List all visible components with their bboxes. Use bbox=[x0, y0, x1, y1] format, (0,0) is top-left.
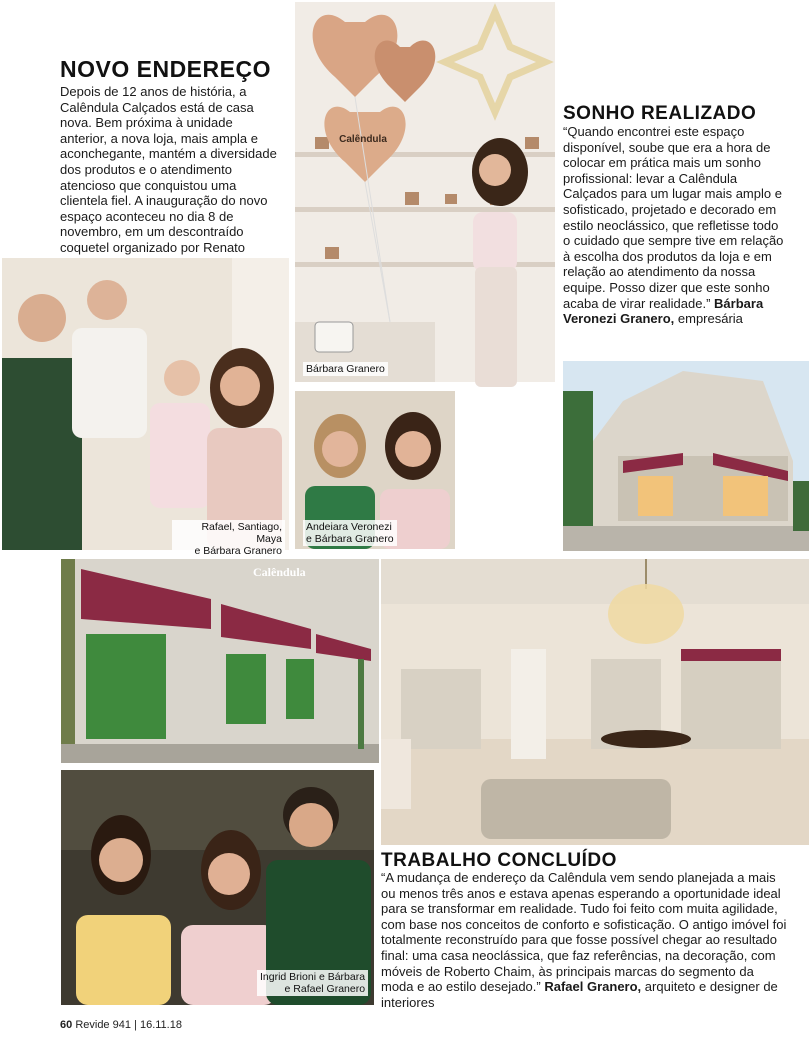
caption-barbara: Bárbara Granero bbox=[303, 362, 388, 376]
caption-andeiara bbox=[303, 520, 397, 546]
novo-endereco-text: Depois de 12 anos de história, a Calêndula Calçados está de casa nova. Bem próxima à unidade anterior, a nova loja, mais ampla e aconchegante, mantém a diversidade dos produtos e o atendimento atencioso que conquistou uma clientela fiel. A inauguração do novo espaço aconteceu no dia 8 de novembro, em um descontraído coquetel organizado por Renato bbox=[60, 84, 277, 255]
heading-sonho-realizado: SONHO REALIZADO bbox=[563, 103, 757, 124]
heading-trabalho-concluido: TRABALHO CONCLUÍDO bbox=[381, 850, 617, 871]
caption-ingrid-line2: e Rafael Granero bbox=[284, 983, 366, 995]
photo-barbara-balloons bbox=[293, 0, 553, 380]
trabalho-quote: “A mudança de endereço da Calêndula vem sendo planejada a mais ou menos três anos e estava apenas esperando a oportunidade ideal para se transformar em realidade. Tudo foi feito com muita agilidade, com base nos conceitos de conforto e sofisticação. O antigo imóvel foi totalmente reconstruído para que fosse possível chegar ao resultado final: uma casa neoclássica, que faz referências, na decoração, com móveis de Roberto Chaim, às principais marcas do segmento da moda e ao estilo desejado.” bbox=[381, 870, 787, 995]
photo-ingrid-barbara-rafael bbox=[59, 768, 372, 1003]
heading-novo-endereco: NOVO ENDEREÇO bbox=[60, 56, 271, 82]
family-illustration bbox=[2, 258, 289, 550]
caption-ingrid bbox=[257, 970, 368, 996]
issue-date: 16.11.18 bbox=[139, 1019, 182, 1031]
store-shelves-illustration bbox=[295, 2, 555, 382]
sonho-author: Bárbara Veronezi Granero, bbox=[563, 295, 764, 327]
footer-separator: | bbox=[134, 1019, 137, 1031]
facade-sign-text: Calêndula bbox=[253, 565, 306, 579]
caption-ingrid-line1: Ingrid Brioni e Bárbara bbox=[260, 971, 366, 983]
trabalho-author: Rafael Granero, bbox=[544, 979, 642, 995]
caption-family-line1: Rafael, Santiago, Maya bbox=[201, 521, 282, 545]
trabalho-concluido-text bbox=[381, 870, 787, 1010]
interior-illustration bbox=[381, 559, 809, 845]
page-number: 60 bbox=[60, 1019, 73, 1031]
sonho-role: empresária bbox=[677, 311, 743, 327]
sonho-quote: “Quando encontrei este espaço disponível, soube que era a hora de colocar em prática mais um sonho profissional: levar a Calêndula Calçados para um lugar mais amplo e sofisticado, projetado e decorado em estilo neoclássico, que refletisse todo o cuidado que sempre tive em relação à escolha dos produtos da loja e em relação ao atendimento da nossa equipe. Posso dizer que este sonho acaba de virar realidade.” bbox=[563, 124, 784, 311]
photo-family bbox=[0, 256, 287, 557]
sonho-realizado-text bbox=[563, 124, 788, 327]
photo-interior bbox=[379, 557, 807, 843]
magazine-name: Revide 941 bbox=[75, 1019, 131, 1031]
photo-facade-day bbox=[561, 359, 807, 549]
facade-day-illustration bbox=[563, 361, 809, 551]
caption-family bbox=[172, 520, 285, 558]
page-footer bbox=[60, 1019, 182, 1031]
caption-andeiara-line1: Andeiara Veronezi bbox=[306, 521, 392, 533]
trabalho-role: arquiteto e designer de interiores bbox=[381, 979, 778, 1010]
caption-andeiara-line2: e Bárbara Granero bbox=[306, 533, 394, 545]
caption-family-line2: e Bárbara Granero bbox=[194, 545, 282, 557]
photo-andeiara-barbara bbox=[293, 389, 453, 547]
balloon-brand-text: Calêndula bbox=[339, 134, 387, 145]
